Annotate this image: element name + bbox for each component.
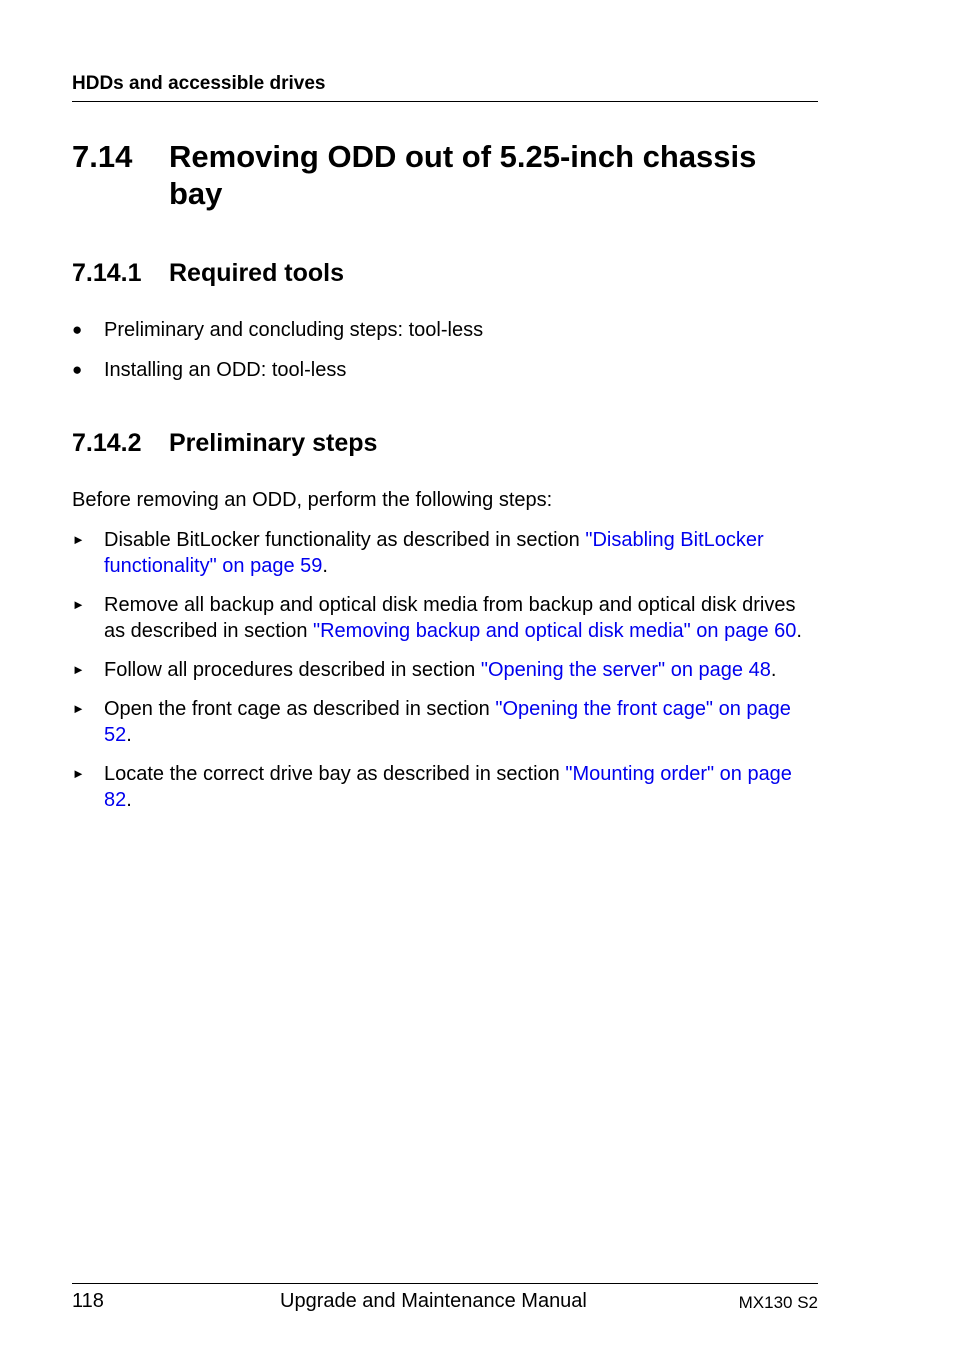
running-header: HDDs and accessible drives [72,72,818,102]
step-text: Remove all backup and optical disk media from backup and optical disk drives as described in section "Removing backup and optical disk media" on page 60. [104,594,802,642]
triangle-bullet-icon: ► [72,532,85,547]
subsection-title: Required tools [169,259,345,287]
intro-text: Before removing an ODD, perform the following steps: [72,489,553,511]
subsection-number: 7.14.2 [72,429,142,457]
step-text: Locate the correct drive bay as described in section "Mounting order" on page 82. [104,763,792,811]
triangle-bullet-icon: ► [72,597,85,612]
step-text: Open the front cage as described in section "Opening the front cage" on page 52. [104,698,791,746]
cross-reference-link[interactable]: "Opening the front cage" on page 52 [104,698,791,746]
model-name: MX130 S2 [738,1293,818,1312]
required-tools-list [72,317,818,397]
section-heading [72,138,818,212]
list-item [72,357,818,383]
step-item [72,527,818,579]
step-item [72,696,818,748]
manual-title: Upgrade and Maintenance Manual [280,1290,587,1312]
cross-reference-link[interactable]: "Removing backup and optical disk media" on page 60 [313,620,797,642]
subsection-title: Preliminary steps [169,429,378,457]
cross-reference-link[interactable]: "Mounting order" on page 82 [104,763,792,811]
page-number: 118 [72,1290,104,1312]
step-item [72,761,818,813]
subsection-heading-preliminary-steps [72,428,818,458]
triangle-bullet-icon: ► [72,662,85,677]
list-item [72,317,818,343]
page-footer [72,1283,818,1318]
cross-reference-link[interactable]: "Disabling BitLocker functionality" on page 59 [104,529,764,577]
step-text: Follow all procedures described in section "Opening the server" on page 48. [104,659,777,681]
preliminary-steps-list [72,527,818,826]
section-title: Removing ODD out of 5.25-inch chassis bay [169,139,757,211]
list-item-text: Preliminary and concluding steps: tool-less [104,319,484,341]
bullet-icon: ● [72,360,83,379]
triangle-bullet-icon: ► [72,766,85,781]
step-item [72,657,818,683]
subsection-number: 7.14.1 [72,259,142,287]
bullet-icon: ● [72,320,83,339]
subsection-heading-required-tools [72,258,818,288]
cross-reference-link[interactable]: "Opening the server" on page 48 [480,659,771,681]
list-item-text: Installing an ODD: tool-less [104,359,347,381]
step-item [72,592,818,644]
section-number: 7.14 [72,139,133,174]
step-text: Disable BitLocker functionality as described in section "Disabling BitLocker functionality" on page 59. [104,529,764,577]
triangle-bullet-icon: ► [72,701,85,716]
